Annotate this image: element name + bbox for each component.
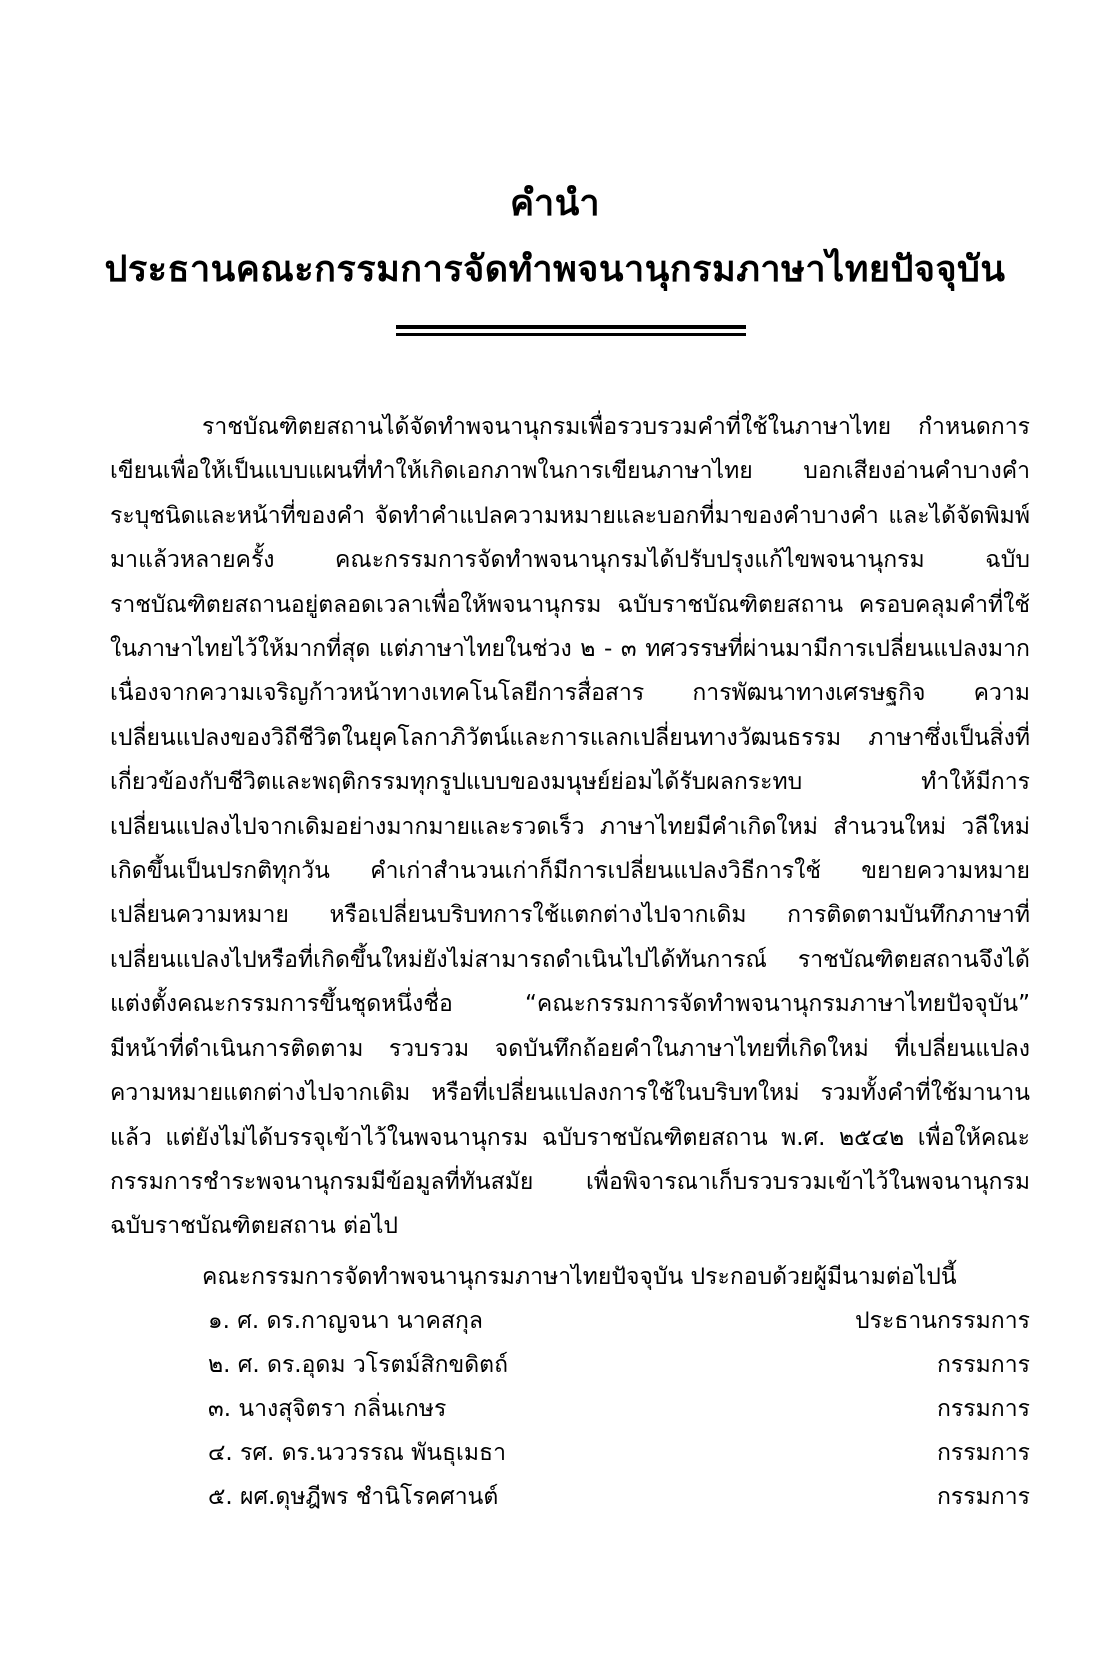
member-name: รศ. ดร.นววรรณ พันธุเมธา [240,1440,507,1466]
member-item [208,1475,1030,1519]
member-role: ประธานกรรมการ [855,1308,1030,1334]
member-role: กรรมการ [937,1484,1030,1510]
member-list [208,1299,1030,1519]
member-item [208,1387,1030,1431]
member-number: ๓. [208,1396,232,1422]
member-role: กรรมการ [937,1440,1030,1466]
member-number: ๑. [208,1308,230,1334]
member-left [208,1475,498,1519]
member-item [208,1343,1030,1387]
member-left [208,1343,508,1387]
member-name: ศ. ดร.อุดม วโรตม์สิกขดิตถ์ [237,1352,509,1378]
member-left [208,1387,446,1431]
member-number: ๕. [208,1484,233,1510]
title-divider-bottom [396,333,746,336]
member-name: ผศ.ดุษฎีพร ชำนิโรคศานต์ [240,1484,499,1510]
members-intro: คณะกรรมการจัดทำพจนานุกรมภาษาไทยปัจจุบัน ประกอบด้วยผู้มีนามต่อไปนี้ [202,1264,957,1290]
member-name: ศ. ดร.กาญจนา นาคสกุล [237,1308,484,1334]
title-divider-top [396,325,746,329]
body-paragraph: ราชบัณฑิตยสถานได้จัดทำพจนานุกรมเพื่อรวบรวมคำที่ใช้ในภาษาไทย กำหนดการเขียนเพื่อให้เป็นแบบแผนที่ทำให้เกิดเอกภาพในการเขียนภาษาไทย บอกเสียงอ่านคำบางคำ ระบุชนิดและหน้าที่ของคำ จัดทำคำแปลความหมายและบอกที่มาของคำบางคำ และได้จัดพิมพ์มาแล้วหลายครั้ง คณะกรรมการจัดทำพจนานุกรมได้ปรับปรุงแก้ไขพจนานุกรม ฉบับราชบัณฑิตยสถานอยู่ตลอดเวลาเพื่อให้พจนานุกรม ฉบับราชบัณฑิตยสถาน ครอบคลุมคำที่ใช้ในภาษาไทยไว้ให้มากที่สุด แต่ภาษาไทยในช่วง ๒ - ๓ ทศวรรษที่ผ่านมามีการเปลี่ยนแปลงมาก เนื่องจากความเจริญก้าวหน้าทางเทคโนโลยีการสื่อสาร การพัฒนาทางเศรษฐกิจ ความเปลี่ยนแปลงของวิถีชีวิตในยุคโลกาภิวัตน์และการแลกเปลี่ยนทางวัฒนธรรม ภาษาซึ่งเป็นสิ่งที่เกี่ยวข้องกับชีวิตและพฤติกรรมทุกรูปแบบของมนุษย์ย่อมได้รับผลกระทบ ทำให้มีการเปลี่ยนแปลงไปจากเดิมอย่างมากมายและรวดเร็ว ภาษาไทยมีคำเกิดใหม่ สำนวนใหม่ วลีใหม่เกิดขึ้นเป็นปรกติทุกวัน คำเก่าสำนวนเก่าก็มีการเปลี่ยนแปลงวิธีการใช้ ขยายความหมาย เปลี่ยนความหมาย หรือเปลี่ยนบริบทการใช้แตกต่างไปจากเดิม การติดตามบันทึกภาษาที่เปลี่ยนแปลงไปหรือที่เกิดขึ้นใหม่ยังไม่สามารถดำเนินไปได้ทันการณ์ ราชบัณฑิตยสถานจึงได้แต่งตั้งคณะกรรมการขึ้นชุดหนึ่งชื่อ “คณะกรรมการจัดทำพจนานุกรมภาษาไทยปัจจุบัน” มีหน้าที่ดำเนินการติดตาม รวบรวม จดบันทึกถ้อยคำในภาษาไทยที่เกิดใหม่ ที่เปลี่ยนแปลงความหมายแตกต่างไปจากเดิม หรือที่เปลี่ยนแปลงการใช้ในบริบทใหม่ รวมทั้งคำที่ใช้มานานแล้ว แต่ยังไม่ได้บรรจุเข้าไว้ในพจนานุกรม ฉบับราชบัณฑิตยสถาน พ.ศ. ๒๕๔๒ เพื่อให้คณะกรรมการชำระพจนานุกรมมีข้อมูลที่ทันสมัย เพื่อพิจารณาเก็บรวบรวมเข้าไว้ในพจนานุกรม ฉบับราชบัณฑิตยสถาน ต่อไป [110,414,1030,1240]
member-item [208,1299,1030,1343]
member-item [208,1431,1030,1475]
member-left [208,1299,483,1343]
member-number: ๒. [208,1352,231,1378]
page-subtitle: ประธานคณะกรรมการจัดทำพจนานุกรมภาษาไทยปัจจุบัน [104,249,1006,290]
member-name: นางสุจิตรา กลิ่นเกษร [238,1396,447,1422]
member-left [208,1431,506,1475]
member-role: กรรมการ [937,1396,1030,1422]
member-role: กรรมการ [937,1352,1030,1378]
page-title: คำนำ [509,183,601,224]
member-number: ๔. [208,1440,233,1466]
